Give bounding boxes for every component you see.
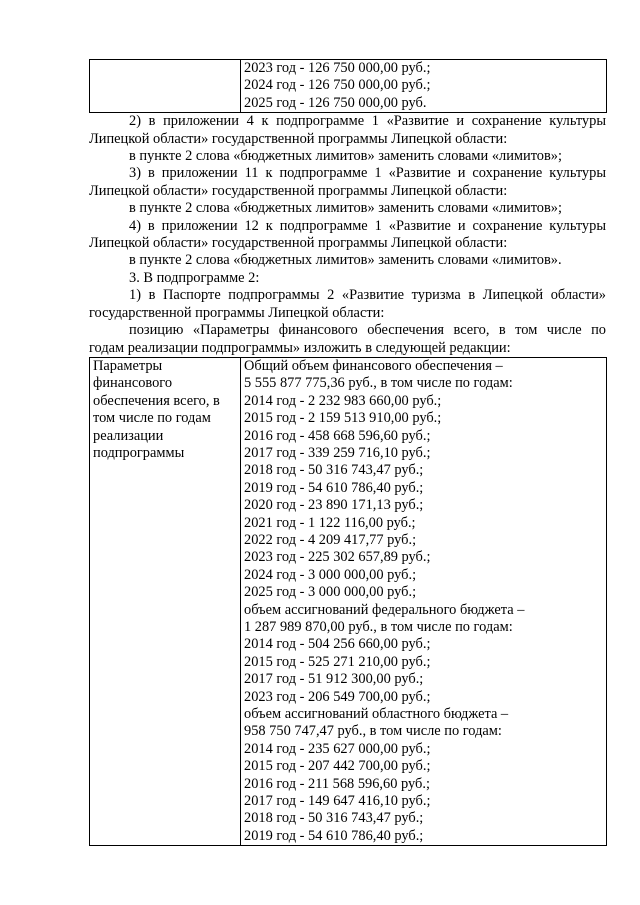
value-line: 2023 год - 206 549 700,00 руб.; <box>244 688 431 705</box>
value-line: 2022 год - 4 209 417,77 руб.; <box>244 531 417 548</box>
paragraph-3-item: в пункте 2 слова «бюджетных лимитов» заменить словами «лимитов»; <box>129 200 562 217</box>
value-line: 2024 год - 3 000 000,00 руб.; <box>244 566 417 583</box>
value-line: 2025 год - 3 000 000,00 руб.; <box>244 584 417 601</box>
value-line: 2021 год - 1 122 116,00 руб.; <box>244 514 416 531</box>
value-line: 2016 год - 458 668 596,60 руб.; <box>244 427 431 444</box>
value-line: 958 750 747,47 руб., в том числе по годам: <box>244 723 502 740</box>
top-table-right-cell <box>241 60 607 113</box>
value-line: 2017 год - 51 912 300,00 руб.; <box>244 671 424 688</box>
position-paragraph-line1: позицию «Параметры финансового обеспечения всего, в том числе по <box>129 322 606 339</box>
paragraph-2-item: в пункте 2 слова «бюджетных лимитов» заменить словами «лимитов»; <box>129 148 562 165</box>
value-line: 2015 год - 207 442 700,00 руб.; <box>244 758 431 775</box>
value-line: 2023 год - 225 302 657,89 руб.; <box>244 549 431 566</box>
value-line: 2018 год - 50 316 743,47 руб.; <box>244 462 424 479</box>
value-line: 2015 год - 525 271 210,00 руб.; <box>244 653 431 670</box>
value-line: 2014 год - 504 256 660,00 руб.; <box>244 636 431 653</box>
paragraph-3-line2: Липецкой области» государственной программы Липецкой области: <box>89 182 508 199</box>
label-line: подпрограммы <box>93 444 185 461</box>
top-table-fragment <box>89 59 607 113</box>
paragraph-4-line2: Липецкой области» государственной программы Липецкой области: <box>89 235 508 252</box>
table-row-text: 2023 год - 126 750 000,00 руб.; <box>244 60 431 76</box>
value-line: 1 287 989 870,00 руб., в том числе по годам: <box>244 619 513 635</box>
financing-table <box>89 357 607 846</box>
value-line: 2017 год - 339 259 716,10 руб.; <box>244 444 431 461</box>
document-page <box>89 59 606 846</box>
value-line: 2016 год - 211 568 596,60 руб.; <box>244 775 430 792</box>
paragraph-2-line2: Липецкой области» государственной программы Липецкой области: <box>89 130 508 147</box>
value-line: 2017 год - 149 647 416,10 руб.; <box>244 793 431 810</box>
value-line: 2015 год - 2 159 513 910,00 руб.; <box>244 410 442 427</box>
value-line: 2014 год - 235 627 000,00 руб.; <box>244 740 431 757</box>
value-line: 2014 год - 2 232 983 660,00 руб.; <box>244 392 442 409</box>
body-text <box>89 113 606 357</box>
value-line: Общий объем финансового обеспечения – <box>244 357 503 374</box>
label-line: том числе по годам <box>93 410 211 427</box>
value-line: 2018 год - 50 316 743,47 руб.; <box>244 810 424 827</box>
top-table-left-cell <box>90 60 241 113</box>
paragraph-3-line1: 3) в приложении 11 к подпрограмме 1 «Развитие и сохранение культуры <box>129 165 606 182</box>
label-line: финансового <box>93 375 173 392</box>
section-3-item1-line2: государственной программы Липецкой области: <box>89 304 385 321</box>
value-line: 2020 год - 23 890 171,13 руб.; <box>244 497 424 514</box>
financing-table-value-cell <box>241 357 607 845</box>
position-paragraph-line2: годам реализации подпрограммы» изложить в следующей редакции: <box>89 339 511 356</box>
value-line: объем ассигнований федерального бюджета – <box>244 601 525 618</box>
paragraph-2-line1: 2) в приложении 4 к подпрограмме 1 «Развитие и сохранение культуры <box>129 113 606 130</box>
label-line: реализации <box>93 427 164 444</box>
value-line: 2019 год - 54 610 786,40 руб.; <box>244 479 424 496</box>
value-line: объем ассигнований областного бюджета – <box>244 706 509 723</box>
label-line: обеспечения всего, в <box>93 392 220 409</box>
paragraph-4-line1: 4) в приложении 12 к подпрограмме 1 «Развитие и сохранение культуры <box>129 217 606 234</box>
financing-table-label-cell <box>90 357 241 845</box>
value-line: 2019 год - 54 610 786,40 руб.; <box>244 827 424 844</box>
paragraph-4-item: в пункте 2 слова «бюджетных лимитов» заменить словами «лимитов». <box>129 252 562 269</box>
table-row-text: 2024 год - 126 750 000,00 руб.; <box>244 77 431 94</box>
value-line: 5 555 877 775,36 руб., в том числе по годам: <box>244 375 513 392</box>
section-3-heading: 3. В подпрограмме 2: <box>129 269 260 286</box>
table-row-text: 2025 год - 126 750 000,00 руб. <box>244 94 427 111</box>
label-line: Параметры <box>93 357 163 374</box>
section-3-item1-line1: 1) в Паспорте подпрограммы 2 «Развитие туризма в Липецкой области» <box>129 287 606 304</box>
